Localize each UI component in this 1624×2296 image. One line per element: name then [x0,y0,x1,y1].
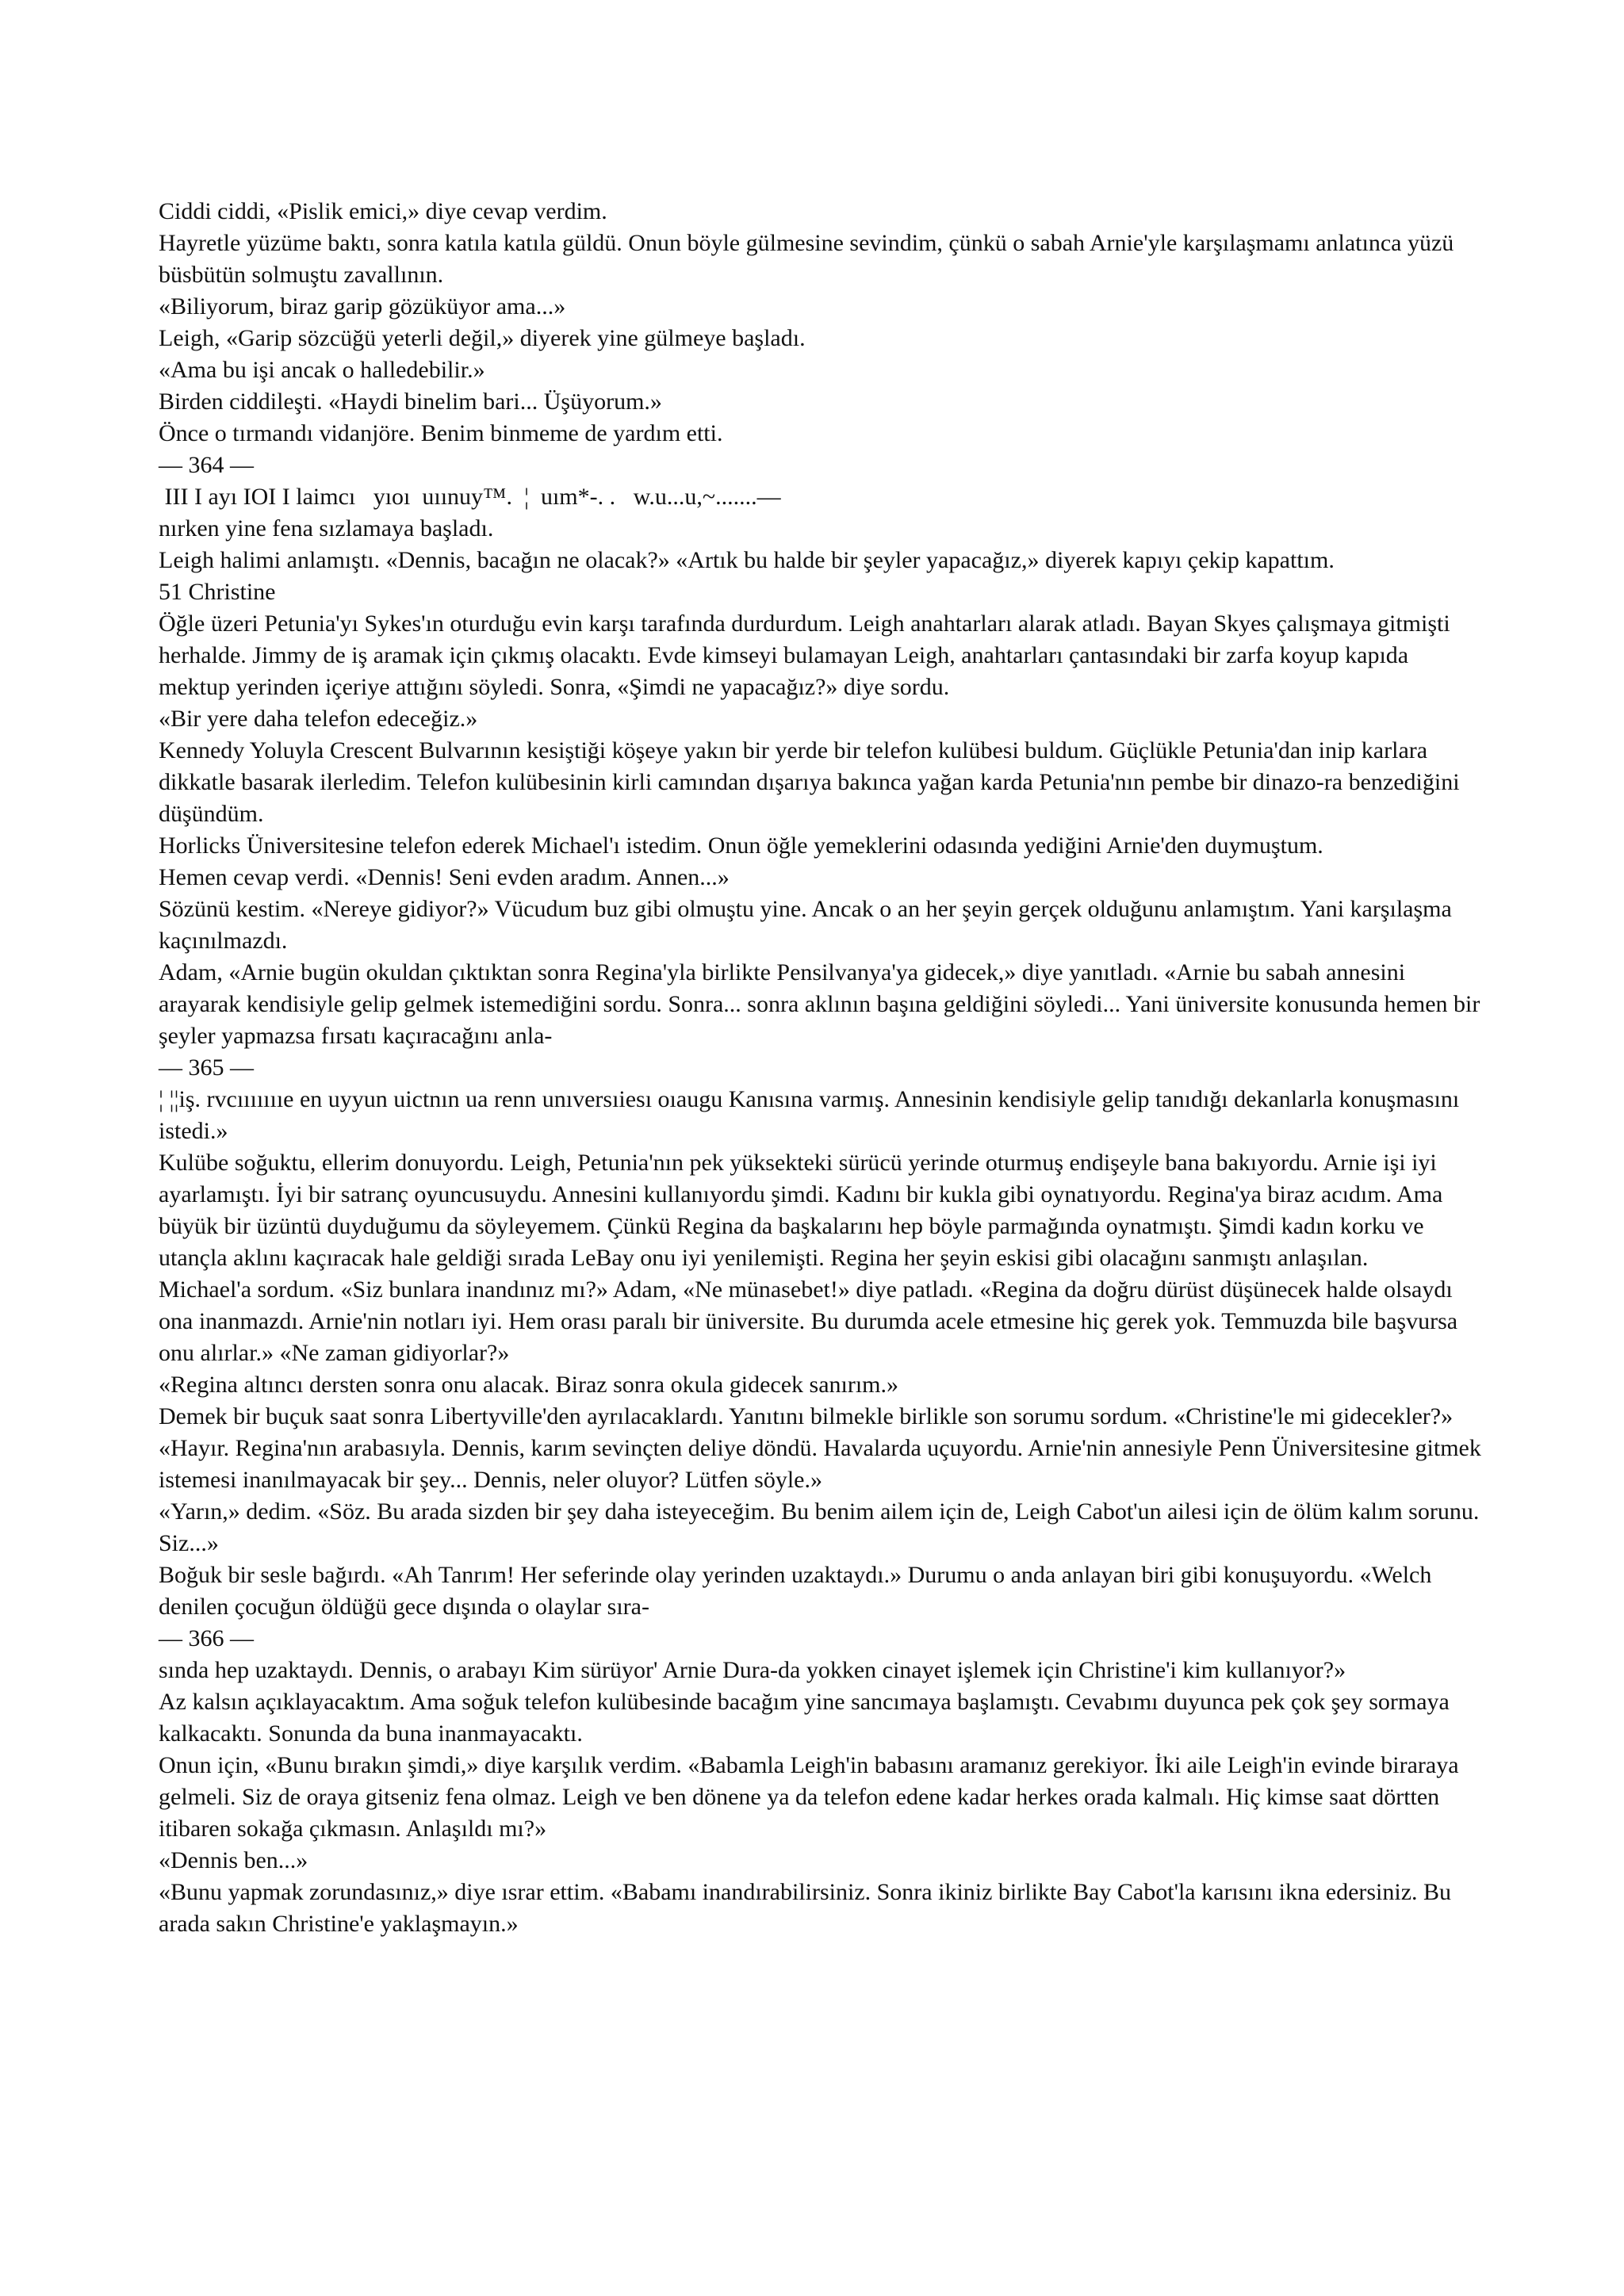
page-number: — 365 — [159,1054,254,1081]
paragraph: Hayretle yüzüme baktı, sonra katıla katıla güldü. Onun böyle gülmesine sevindim, çünkü o sabah Arnie'yle karşılaşmamı anlatınca yüzü büsbütün solmuştu zavallının. [159,230,1454,288]
paragraph: Onun için, «Bunu bırakın şimdi,» diye karşılık verdim. «Babamla Leigh'in babasını aramanız gerekiyor. İki aile Leigh'in evinde biraraya gelmeli. Siz de oraya gitseniz fena olmaz. Leigh ve ben dönene ya da telefon edene kadar herkes orada kalmalı. Hiç kimse saat dörtten itibaren sokağa çıkmasın. Anlaşıldı mı?» [159,1752,1459,1842]
paragraph: Boğuk bir sesle bağırdı. «Ah Tanrım! Her seferinde olay yerinden uzaktaydı.» Durumu o anda anlayan biri gibi konuşuyordu. «Welch denilen çocuğun öldüğü gece dışında o olaylar sıra- [159,1562,1432,1620]
paragraph: «Yarın,» dedim. «Söz. Bu arada sizden bir şey daha isteyeceğim. Bu benim ailem için de, Leigh Cabot'un ailesi için de ölüm kalım sorunu. Siz...» [159,1498,1480,1556]
paragraph: «Hayır. Regina'nın arabasıyla. Dennis, karım sevinçten deliye döndü. Havalarda uçuyordu. Arnie'nin annesiyle Penn Üniversitesine gitmek istemesi inanılmayacak bir şey... Dennis, neler oluyor? Lütfen söyle.» [159,1435,1481,1493]
paragraph: Az kalsın açıklayacaktım. Ama soğuk telefon kulübesinde bacağım yine sancımaya başlamıştı. Cevabımı duyunca pek çok şey sormaya kalkacaktı. Sonunda da buna inanmayacaktı. [159,1689,1450,1747]
paragraph: ¦ ¦¦iş. rvcıııııııe en uyyun uictnın ua renn unıversıiesı oıaugu Kanısına varmış. Annesinin kendisiyle gelip tanıdığı dekanlarla konuşmasını istedi.» [159,1086,1460,1144]
paragraph: «Bunu yapmak zorundasınız,» diye ısrar ettim. «Babamı inandırabilirsiniz. Sonra ikiniz birlikte Bay Cabot'la karısını ikna edersiniz. Bu arada sakın Christine'e yaklaşmayın.» [159,1879,1452,1937]
paragraph: «Dennis ben...» [159,1847,308,1873]
paragraph: Leigh halimi anlamıştı. «Dennis, bacağın ne olacak?» «Artık bu halde bir şeyler yapacağız,» diyerek kapıyı çekip kapattım. [159,547,1335,573]
garbled-scan-line: III I ayı IOI I laimcı yıoı uıınuy™. ¦ uım*-. . w.u...u,~.......— [159,484,781,510]
paragraph: «Bir yere daha telefon edeceğiz.» [159,706,478,732]
paragraph: nırken yine fena sızlamaya başladı. [159,515,494,541]
paragraph: Kulübe soğuktu, ellerim donuyordu. Leigh, Petunia'nın pek yüksekteki sürücü yerinde oturmuş endişeyle bana bakıyordu. Arnie işi iyi ayarlamıştı. İyi bir satranç oyuncusuydu. Annesini kullanıyordu şimdi. Kadını bir kukla gibi oynatıyordu. Regina'ya biraz acıdım. Ama büyük bir üzüntü duyduğumu da söyleyemem. Çünkü Regina da başkalarını hep böyle parmağında oynatmıştı. Şimdi kadın korku ve utançla aklını kaçıracak hale geldiği sırada LeBay onu iyi yenilemişti. Regina her şeyin eskisi gibi olacağını sanmıştı anlaşılan. [159,1150,1443,1271]
paragraph: Horlicks Üniversitesine telefon ederek Michael'ı istedim. Onun öğle yemeklerini odasında yediğini Arnie'den duymuştum. [159,832,1323,859]
paragraph: «Regina altıncı dersten sonra onu alacak. Biraz sonra okula gidecek sanırım.» [159,1372,899,1398]
page-number: — 366 — [159,1625,254,1651]
page-text [159,196,1484,1940]
chapter-heading: 51 Christine [159,579,276,605]
paragraph: Michael'a sordum. «Siz bunlara inandınız mı?» Adam, «Ne münasebet!» diye patladı. «Regina da doğru dürüst düşünecek halde olsaydı ona inanmazdı. Arnie'nin notları iyi. Hem orası paralı bir üniversite. Bu durumda acele etmesine hiç gerek yok. Temmuzda bile başvursa onu alırlar.» «Ne zaman gidiyorlar?» [159,1276,1458,1366]
paragraph: Ciddi ciddi, «Pislik emici,» diye cevap verdim. [159,198,607,224]
paragraph: Kennedy Yoluyla Crescent Bulvarının kesiştiği köşeye yakın bir yerde bir telefon kulübesi buldum. Güçlükle Petunia'dan inip karlara dikkatle basarak ilerledim. Telefon kulübesinin kirli camından dışarıya bakınca yağan karda Petunia'nın pembe bir dinazo-ra benzediğini düşündüm. [159,737,1460,827]
paragraph: Sözünü kestim. «Nereye gidiyor?» Vücudum buz gibi olmuştu yine. Ancak o an her şeyin gerçek olduğunu anlamıştım. Yani karşılaşma kaçınılmazdı. [159,896,1452,954]
paragraph: «Ama bu işi ancak o halledebilir.» [159,357,485,383]
paragraph: sında hep uzaktaydı. Dennis, o arabayı Kim sürüyor' Arnie Dura-da yokken cinayet işlemek için Christine'i kim kullanıyor?» [159,1657,1346,1683]
paragraph: Birden ciddileşti. «Haydi binelim bari... Üşüyorum.» [159,388,662,415]
page-number: — 364 — [159,452,254,478]
paragraph: Öğle üzeri Petunia'yı Sykes'ın oturduğu evin karşı tarafında durdurdum. Leigh anahtarları alarak atladı. Bayan Skyes çalışmaya gitmişti herhalde. Jimmy de iş aramak için çıkmış olacaktı. Evde kimseyi bulamayan Leigh, anahtarları çantasındaki bir zarfa koyup kapıda mektup yerinden içeriye attığını söyledi. Sonra, «Şimdi ne yapacağız?» diye sordu. [159,610,1450,700]
paragraph: Demek bir buçuk saat sonra Libertyville'den ayrılacaklardı. Yanıtını bilmekle birlikle son sorumu sordum. «Christine'le mi gidecekler?» [159,1403,1454,1429]
paragraph: Hemen cevap verdi. «Dennis! Seni evden aradım. Annen...» [159,864,730,890]
paragraph: Önce o tırmandı vidanjöre. Benim binmeme de yardım etti. [159,420,723,446]
paragraph: Leigh, «Garip sözcüğü yeterli değil,» diyerek yine gülmeye başladı. [159,325,806,351]
paragraph: Adam, «Arnie bugün okuldan çıktıktan sonra Regina'yla birlikte Pensilvanya'ya gidecek,» diye yanıtladı. «Arnie bu sabah annesini arayarak kendisiyle gelip gelmek istemediğini sordu. Sonra... sonra aklının başına geldiğini söyledi... Yani üniversite konusunda hemen bir şeyler yapmazsa fırsatı kaçıracağını anla- [159,959,1480,1049]
paragraph: «Biliyorum, biraz garip gözüküyor ama...» [159,293,566,320]
